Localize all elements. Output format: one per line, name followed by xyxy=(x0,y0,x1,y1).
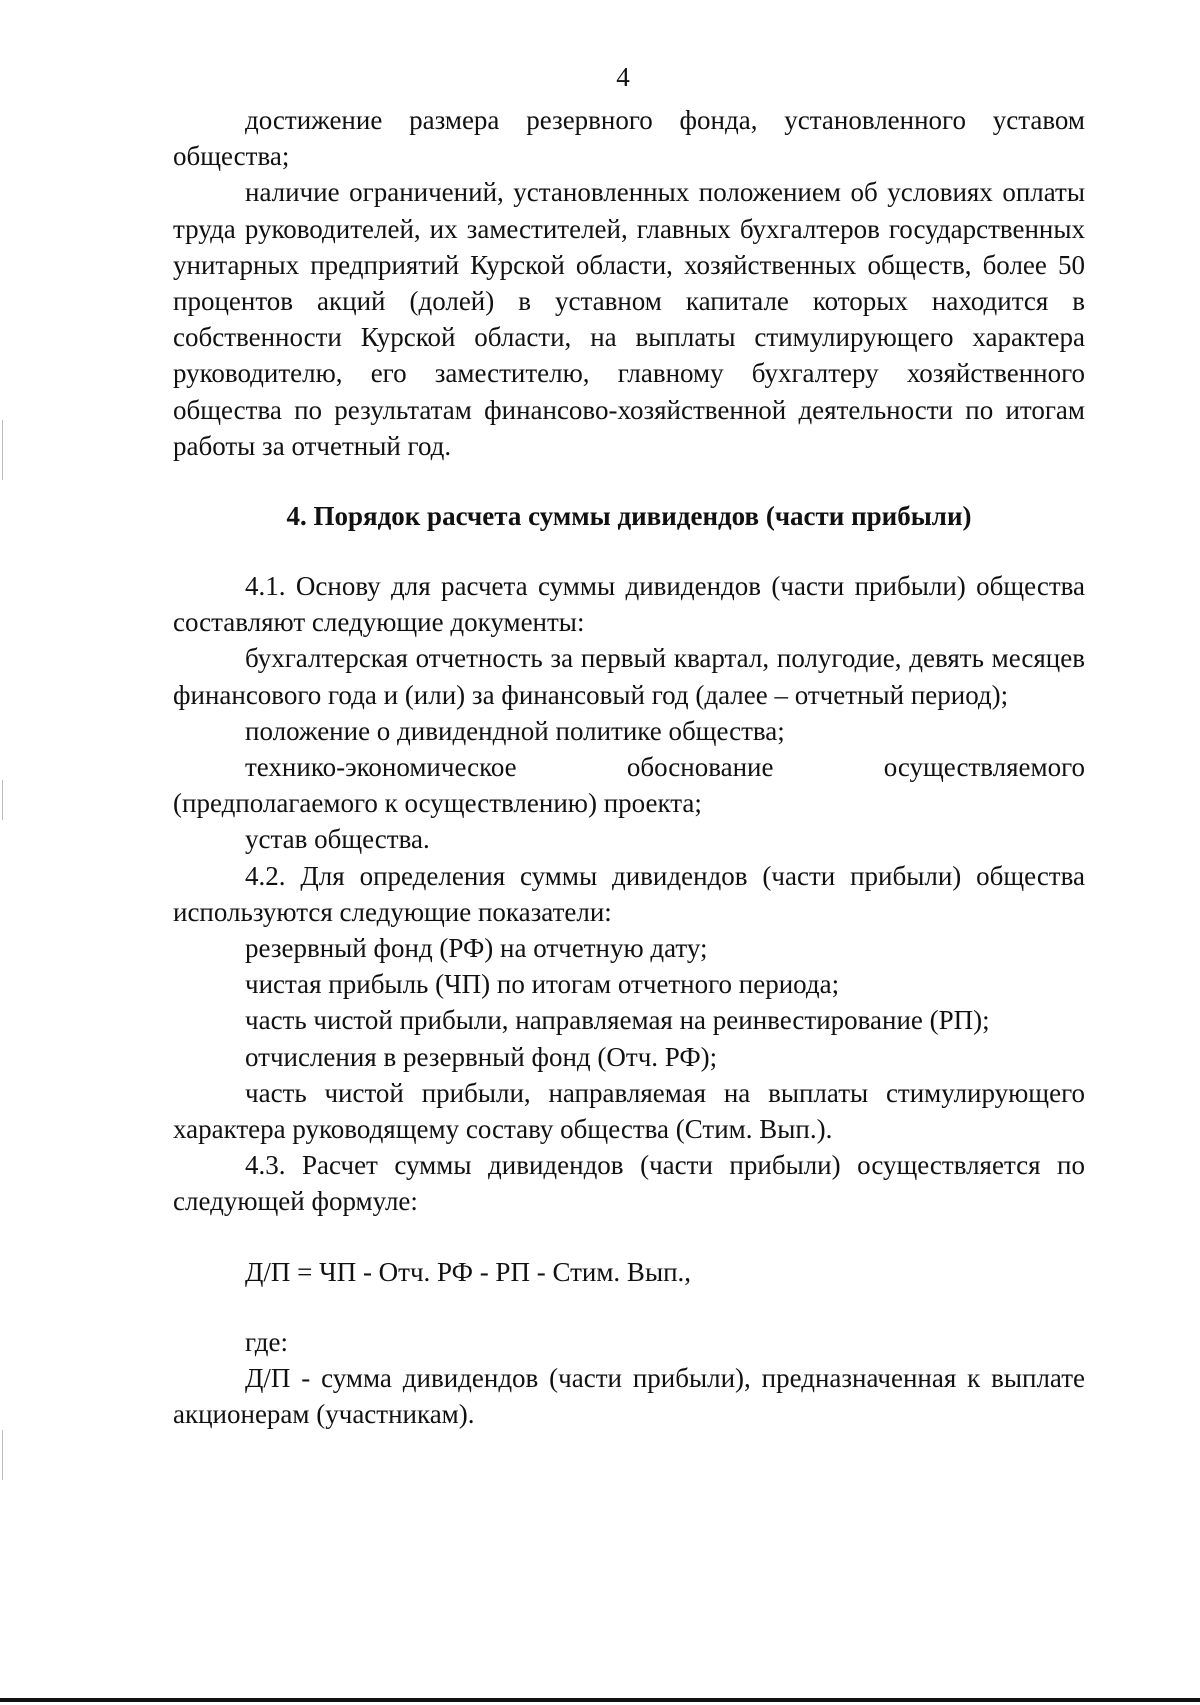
list-item-dividend-policy: положение о дивидендной политике общества; xyxy=(245,715,785,746)
where-label: где: xyxy=(245,1326,288,1357)
section-heading: 4. Порядок расчета суммы дивидендов (части прибыли) xyxy=(286,501,972,532)
paragraph-reserve-fund: достижение размера резервного фонда, установленного уставом общества; xyxy=(173,105,1085,172)
list-item-charter: устав общества. xyxy=(245,824,430,855)
paragraph-4-2: 4.2. Для определения суммы дивидендов (части прибыли) общества используются следующие показатели: xyxy=(173,860,1085,927)
page-number: 4 xyxy=(616,62,630,92)
list-item-reinvestment: часть чистой прибыли, направляемая на реинвестирование (РП); xyxy=(245,1005,990,1036)
list-item-incentive-payments: часть чистой прибыли, направляемая на выплаты стимулирующего характера руководящему составу общества (Стим. Вып.). xyxy=(173,1077,1085,1145)
scan-edge-mark xyxy=(2,780,3,820)
paragraph-restrictions: наличие ограничений, установленных положением об условиях оплаты труда руководителей, их заместителей, главных бухгалтеров государственных унитарных предприятий Курской области, хозяйственных обществ, более 50 процентов акций (долей) в уставном капитале которых находится в собственности Курской области, на выплаты стимулирующего характера руководителю, его заместителю, главному бухгалтеру хозяйственного общества по результатам финансово-хозяйственной деятельности по итогам работы за отчетный год. xyxy=(173,177,1085,461)
list-item-reserve-fund: резервный фонд (РФ) на отчетную дату; xyxy=(245,933,708,964)
dividend-formula: Д/П = ЧП - Отч. РФ - РП - Стим. Вып., xyxy=(245,1256,692,1287)
paragraph-4-3: 4.3. Расчет суммы дивидендов (части прибыли) осуществляется по следующей формуле: xyxy=(173,1150,1085,1217)
list-item-feasibility-study: технико-экономическое обоснование осуществляемого (предполагаемого к осуществлению) проекта; xyxy=(173,752,1085,819)
document-body xyxy=(173,102,1085,1433)
scan-edge-mark xyxy=(2,1430,3,1480)
definition-dividend-sum: Д/П - сумма дивидендов (части прибыли), предназначенная к выплате акционерам (участникам). xyxy=(173,1363,1085,1430)
scan-edge-mark xyxy=(2,420,3,480)
list-item-accounting-report: бухгалтерская отчетность за первый квартал, полугодие, девять месяцев финансового года и (или) за финансовый год (далее – отчетный период); xyxy=(173,643,1085,710)
scan-bottom-edge xyxy=(0,1698,1200,1702)
list-item-net-profit: чистая прибыль (ЧП) по итогам отчетного периода; xyxy=(245,969,840,1000)
list-item-reserve-deductions: отчисления в резервный фонд (Отч. РФ); xyxy=(245,1041,718,1072)
paragraph-4-1: 4.1. Основу для расчета суммы дивидендов (части прибыли) общества составляют следующие документы: xyxy=(173,571,1085,638)
